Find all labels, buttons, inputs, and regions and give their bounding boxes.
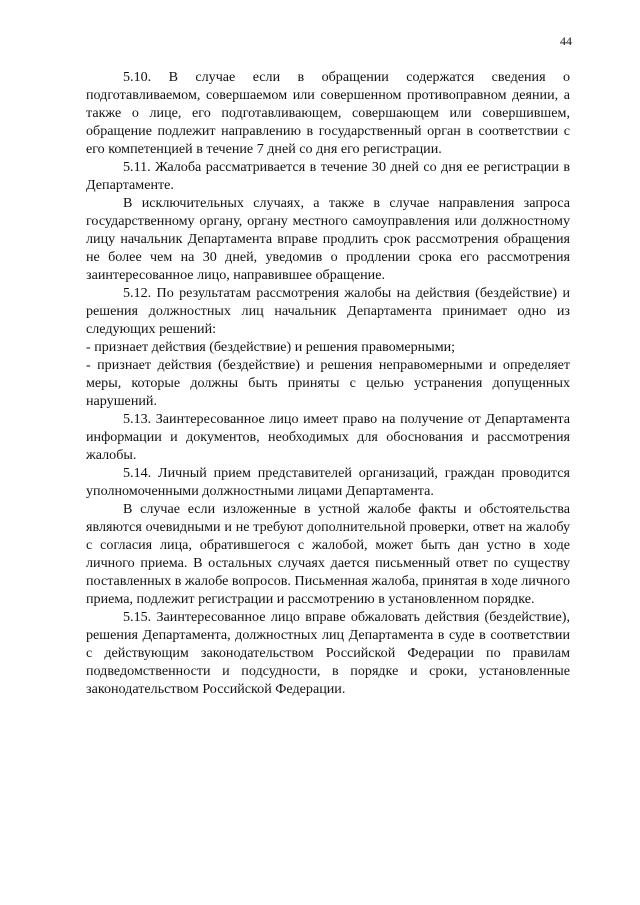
paragraph-5-13: 5.13. Заинтересованное лицо имеет право на получение от Департамента информации и документов, необходимых для обоснования и рассмотрения жалобы.: [86, 411, 570, 463]
paragraph-5-10: 5.10. В случае если в обращении содержатся сведения о подготавливаемом, совершаемом или совершенном противоправном деянии, а также о лице, его подготавливающем, совершающем или совершившем, обращение подлежит направлению в государственный орган в соответствии с его компетенцией в течение 7 дней со дня его регистрации.: [86, 69, 570, 157]
paragraph-5-14: 5.14. Личный прием представителей организаций, граждан проводится уполномоченными должностными лицами Департамента.: [86, 465, 570, 499]
document-body: [86, 68, 570, 698]
paragraph-5-11-exceptions: В исключительных случаях, а также в случае направления запроса государственному органу, органу местного самоуправления или должностному лицу начальник Департамента вправе продлить срок рассмотрения обращения не более чем на 30 дней, уведомив о продлении срока его рассмотрения заинтересованное лицо, направившее обращение.: [86, 195, 570, 283]
paragraph-5-15: 5.15. Заинтересованное лицо вправе обжаловать действия (бездействие), решения Департамента, должностных лиц Департамента в суде в соответствии с действующим законодательством Российской Федерации по правилам подведомственности и подсудности, в порядке и сроки, установленные законодательством Российской Федерации.: [86, 609, 570, 697]
paragraph-5-11: 5.11. Жалоба рассматривается в течение 30 дней со дня ее регистрации в Департаменте.: [86, 159, 570, 193]
paragraph-5-12: 5.12. По результатам рассмотрения жалобы на действия (бездействие) и решения должностных лиц начальник Департамента принимает одно из следующих решений:: [86, 285, 570, 337]
page-number: 44: [560, 34, 572, 48]
decision-item-lawful: - признает действия (бездействие) и решения правомерными;: [86, 339, 456, 355]
decision-item-unlawful: - признает действия (бездействие) и решения неправомерными и определяет меры, которые должны быть приняты с целью устранения допущенных нарушений.: [86, 357, 570, 409]
paragraph-5-14-oral-complaint: В случае если изложенные в устной жалобе факты и обстоятельства являются очевидными и не требуют дополнительной проверки, ответ на жалобу с согласия лица, обратившегося с жалобой, может быть дан устно в ходе личного приема. В остальных случаях дается письменный ответ по существу поставленных в жалобе вопросов. Письменная жалоба, принятая в ходе личного приема, подлежит регистрации и рассмотрению в установленном порядке.: [86, 501, 570, 607]
